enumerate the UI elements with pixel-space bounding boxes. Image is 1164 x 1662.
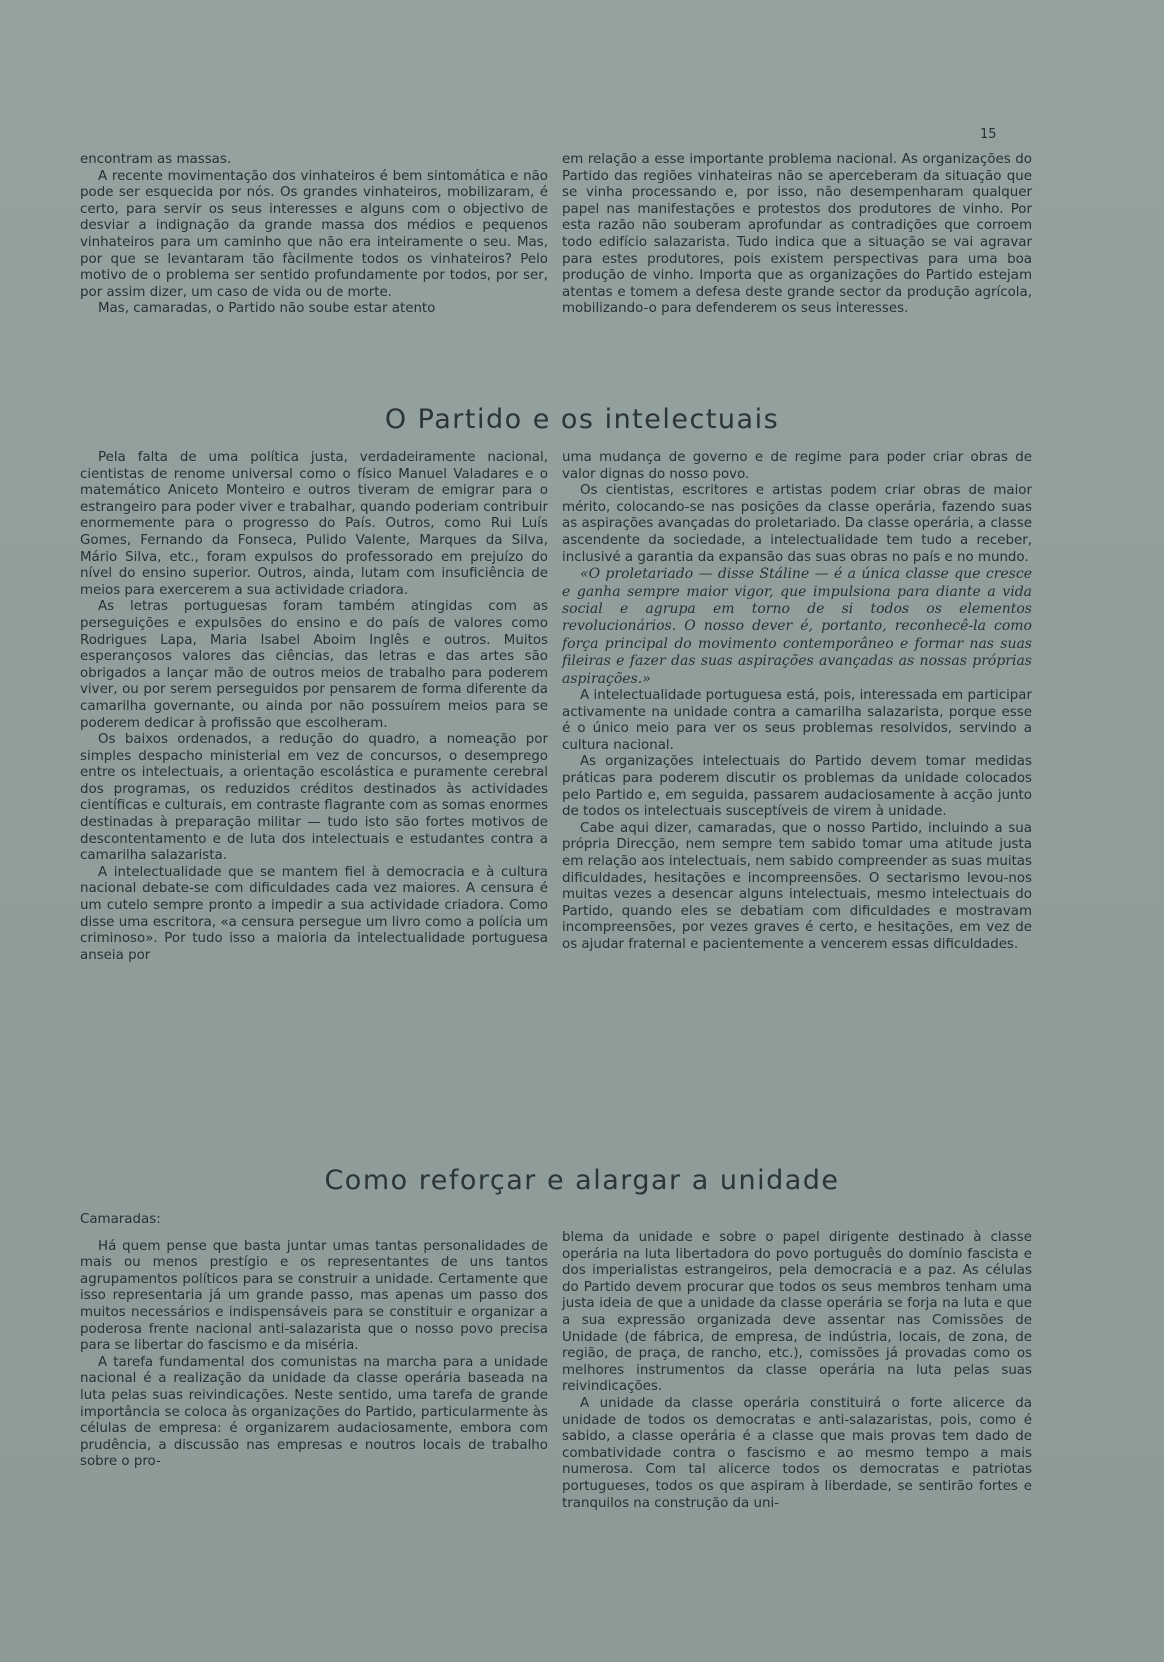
quotation: «O proletariado — disse Stáline — é a única classe que cresce e ganha sempre maior vigor, que impulsiona para diante a vida social e agrupa em torno de si todos os elementos revolucionários. O nosso dever é, portanto, reconhecê-la como força principal do movimento contemporâneo e formar nas suas fileiras e fazer das suas aspirações avançadas as nossas próprias aspirações.»	[562, 566, 1032, 687]
paragraph: A tarefa fundamental dos comunistas na marcha para a unidade nacional é a realização da unidade da classe operária baseada na luta pelas suas reivindicações. Neste sentido, uma tarefa de grande importância se coloca às organizações do Partido, particularmente às células de empresa: é organizarem audaciosamente, embora com prudência, a discussão nas empresas e noutros locais de trabalho sobre o pro-	[80, 1354, 548, 1470]
paragraph: Há quem pense que basta juntar umas tantas personalidades de mais ou menos prestígio e os representantes de uns tantos agrupamentos políticos para se construir a unidade. Certamente que isso representaria já um grande passo, mas apenas um passo dos muitos necessários e indispensáveis para se constituir e organizar a poderosa frente nacional anti-salazarista que o nosso povo precisa para se libertar do fascismo e da miséria.	[80, 1238, 548, 1354]
section2-right-column	[562, 450, 1032, 954]
paragraph: A unidade da classe operária constituirá o forte alicerce da unidade de todos os democratas e anti-salazaristas, pois, como é sabido, a classe operária é a classe que mais provas tem dado de combatividade contra o fascismo e ao mesmo tempo a mais numerosa. Com tal alicerce todos os democratas e patriotas portugueses, todos os que aspiram à liberdade, se sentirão fortes e tranquilos na construção da uni-	[562, 1395, 1032, 1511]
paragraph: Pela falta de uma política justa, verdadeiramente nacional, cientistas de renome universal como o físico Manuel Valadares e o matemático Aniceto Monteiro e outros tiveram de emigrar para o estrangeiro para poder viver e trabalhar, quando poderiam contribuir enormemente para o progresso do País. Outros, como Rui Luís Gomes, Fernando da Fonseca, Pulido Valente, Marques da Silva, Mário Silva, etc., foram expulsos do professorado em prejuízo do nível do ensino superior. Outros, ainda, lutam com insuficiência de meios para exercerem a sua actividade criadora.	[80, 450, 548, 598]
section2-left-column	[80, 450, 548, 964]
paragraph: A intelectualidade que se mantem fiel à democracia e à cultura nacional debate-se com dificuldades cada vez maiores. A censura é um cutelo sempre pronto a impedir a sua actividade criadora. Como disse uma escritora, «a censura persegue um livro como a polícia um criminoso». Por tudo isso a maioria da intelectualidade portuguesa anseia por	[80, 864, 548, 963]
section-heading-intelectuais: O Partido e os intelectuais	[384, 404, 780, 435]
paragraph: As organizações intelectuais do Partido devem tomar medidas práticas para poderem discutir os problemas da unidade colocados pelo Partido e, em seguida, passarem audaciosamente à acção junto de todos os intelectuais susceptíveis de virem à unidade.	[562, 754, 1032, 820]
paragraph: uma mudança de governo e de regime para poder criar obras de valor dignas do nosso povo.	[562, 450, 1032, 482]
paragraph: encontram as massas.	[80, 152, 232, 167]
section1-right-column	[562, 152, 1032, 318]
paragraph: As letras portuguesas foram também atingidas com as perseguições e expulsões do ensino e do país de valores como Rodrigues Lapa, Maria Isabel Aboim Inglês e outros. Muitos esperançosos valores das ciências, das letras e das artes são obrigados a lançar mão de outros meios de trabalho para poderem viver, ou por serem perseguidos por pensarem de forma diferente da camarilha governante, ou ainda por não possuírem meios para se poderem dedicar à profissão que escolheram.	[80, 599, 548, 731]
paragraph: em relação a esse importante problema nacional. As organizações do Partido das regiões vinhateiras não se aperceberam da situação que se vinha processando e, por isso, não desempenharam qualquer papel nas manifestações e protestos dos produtores de vinho. Por esta razão não souberam aprofundar as contradições que corroem todo edifício salazarista. Tudo indica que a situação se vai agravar para estes produtores, pois existem perspectivas para uma boa produção de vinho. Importa que as organizações do Partido estejam atentas e tomem a defesa deste grande sector da produção agrícola, mobilizando-o para defenderem os seus interesses.	[562, 152, 1032, 317]
section3-right-column	[562, 1230, 1032, 1512]
paragraph: blema da unidade e sobre o papel dirigente destinado à classe operária na luta libertadora do povo português do domínio fascista e dos imperialistas estrangeiros, pela democracia e a paz. As células do Partido devem procurar que todos os seus membros tenham uma justa ideia de que a unidade da classe operária se forja na luta e que a sua expressão organizada deve assentar nas Comissões de Unidade (de fábrica, de empresa, de indústria, locais, de zona, de região, de praça, de rancho, etc.), comissões já provadas como os melhores instrumentos da classe operária na luta pelas suas reivindicações.	[562, 1230, 1032, 1395]
section3-left-column	[80, 1212, 548, 1471]
paragraph: Os cientistas, escritores e artistas podem criar obras de maior mérito, colocando-se nas posições da classe operária, fazendo suas as aspirações avançadas do proletariado. Da classe operária, a classe ascendente da sociedade, a intelectualidade tem tudo a receber, inclusivé a garantia da expansão das suas obras no país e no mundo.	[562, 483, 1032, 565]
paragraph: Mas, camaradas, o Partido não soube estar atento	[98, 301, 436, 317]
section-heading-unidade: Como reforçar e alargar a unidade	[324, 1165, 840, 1196]
paragraph: A intelectualidade portuguesa está, pois, interessada em participar activamente na unidade contra a camarilha salazarista, porque esse é o único meio para ver os seus problemas resolvidos, servindo a cultura nacional.	[562, 688, 1032, 753]
paragraph: Os baixos ordenados, a redução do quadro, a nomeação por simples despacho ministerial em vez de concursos, o desemprego entre os intelectuais, a orientação escolástica e puramente cerebral dos programas, os reduzidos créditos destinados às actividades científicas e culturais, em contraste flagrante com as somas enormes destinadas à preparação militar — tudo isto são fortes motivos de descontentamento e de luta dos intelectuais e estudantes contra a camarilha salazarista.	[80, 732, 548, 864]
paragraph: Cabe aqui dizer, camaradas, que o nosso Partido, incluindo a sua própria Direcção, nem sempre tem sabido tomar uma atitude justa em relação aos intelectuais, nem sabido compreender as suas muitas dificuldades, hesitações e incompreensões. O sectarismo levou-nos muitas vezes a desencar alguns intelectuais, mesmo intelectuais do Partido, quando eles se debatiam com dificuldades e mostravam incompreensões, por vezes graves é certo, e hesitações, em vez de os ajudar fraternal e pacientemente a vencerem essas dificuldades.	[562, 820, 1032, 952]
salutation: Camaradas:	[80, 1212, 161, 1227]
paragraph: A recente movimentação dos vinhateiros é bem sintomática e não pode ser esquecida por nós. Os grandes vinhateiros, mobilizaram, é certo, para servir os seus interesses e alguns com o objectivo de desviar a indignação da grande massa dos médios e pequenos vinhateiros para um caminho que não era inteiramente o seu. Mas, por que se levantaram tão fàcilmente todos os vinhateiros? Pelo motivo de o problema ser sentido profundamente por todos, por ser, por assim dizer, um caso de vida ou de morte.	[80, 168, 548, 300]
section1-left-column	[80, 152, 548, 318]
page-number: 15	[980, 127, 997, 142]
